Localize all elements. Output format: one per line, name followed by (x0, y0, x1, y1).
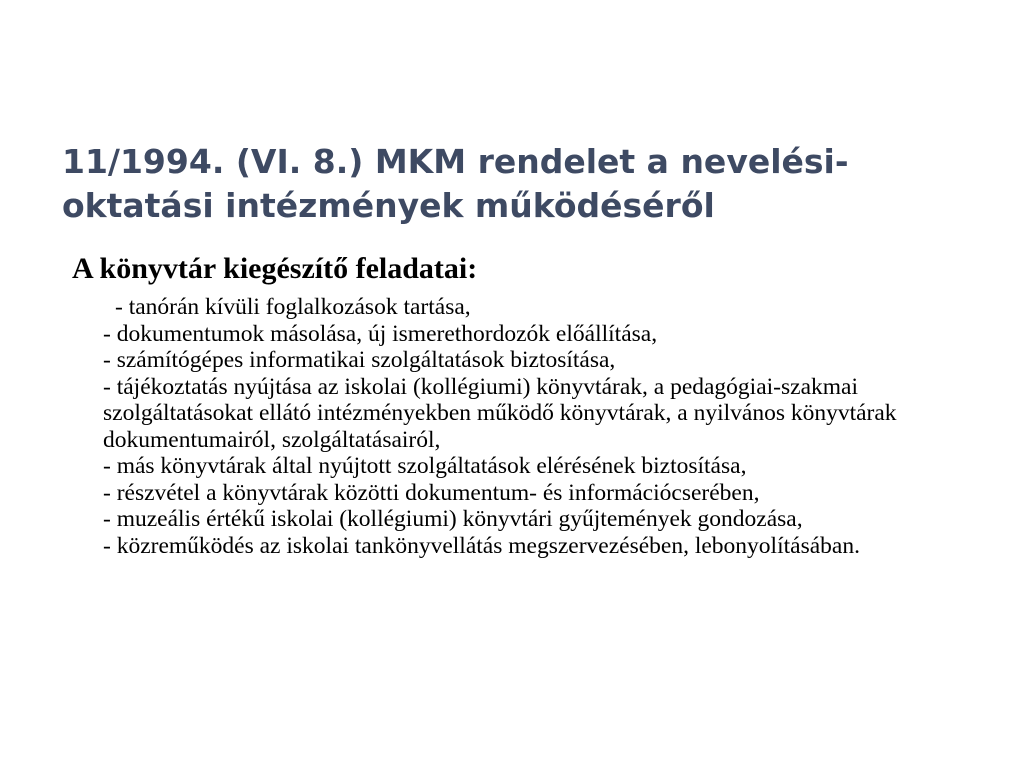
list-item: - közreműködés az iskolai tankönyvellátás megszervezésében, lebonyolításában. (103, 532, 860, 559)
list-item: - muzeális értékű iskolai (kollégiumi) könyvtári gyűjtemények gondozása, (103, 506, 803, 532)
slide-subtitle: A könyvtár kiegészítő feladatai: (72, 252, 478, 285)
list-item: - dokumentumok másolása, új ismerethordozók előállítása, (103, 320, 658, 347)
slide-title-line: oktatási intézmények működéséről (62, 186, 715, 225)
list-item: - részvétel a könyvtárak közötti dokumentum- és információcserében, (103, 479, 760, 506)
list-item: - tájékoztatás nyújtása az iskolai (kollégiumi) könyvtárak, a pedagógiai-szakmai szolgáltatásokat ellátó intézményekben működő könyvtárak, a nyilvános könyvtárak dokumentumairól, szolgáltatásairól, (103, 373, 897, 453)
task-list (103, 294, 983, 559)
list-item: - számítógépes informatikai szolgáltatások biztosítása, (103, 347, 616, 373)
slide-title (62, 140, 982, 228)
list-item: - más könyvtárak által nyújtott szolgáltatások elérésének biztosítása, (103, 453, 747, 479)
slide-title-line: 11/1994. (VI. 8.) MKM rendelet a nevelési- (62, 142, 849, 181)
list-item: - tanórán kívüli foglalkozások tartása, (115, 294, 471, 320)
